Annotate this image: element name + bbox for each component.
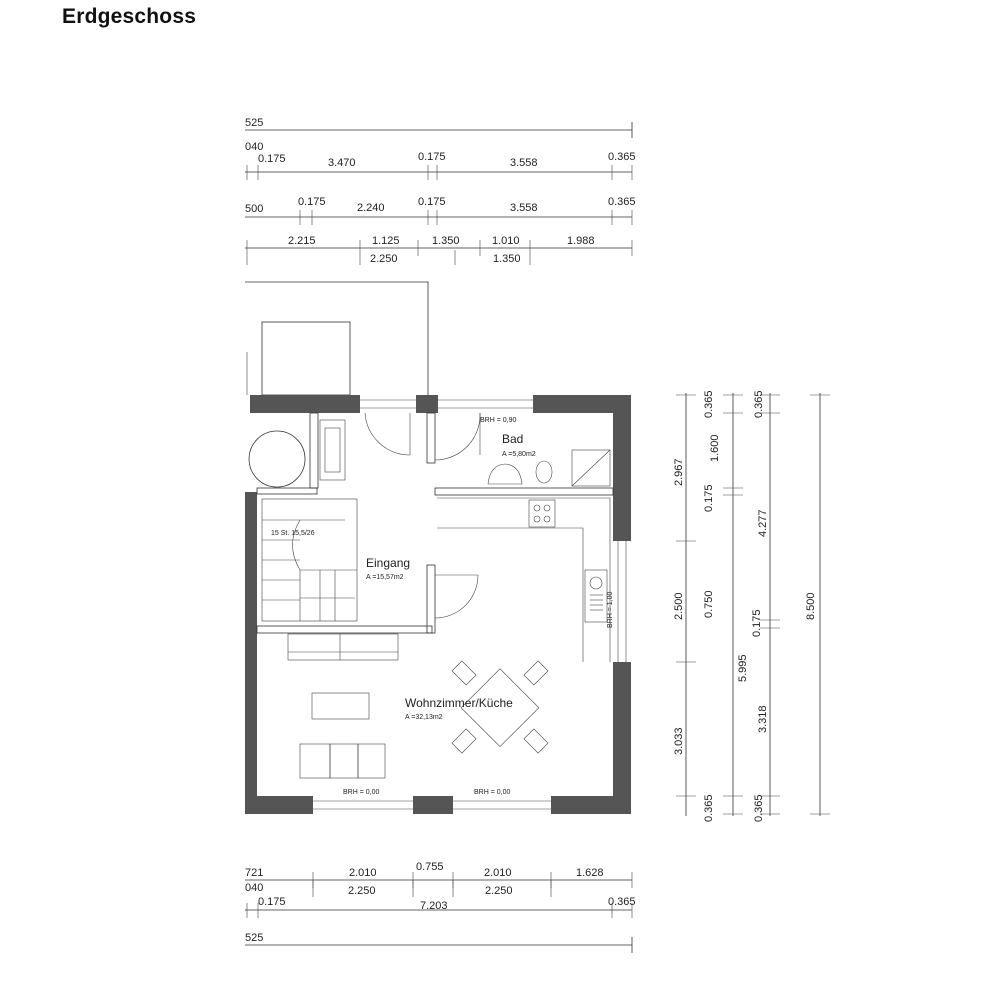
dim-bottom-3-a: 0.175 [258, 896, 286, 908]
dim-bottom-3-c: 0.365 [608, 896, 636, 908]
dim-right-1-c: 2.500 [673, 592, 685, 620]
dim-right-2-c: 0.175 [703, 484, 715, 512]
dim-right-1-e: 0.365 [703, 794, 715, 822]
sofa [300, 744, 385, 778]
bad-room-area: A =5,80m2 [502, 451, 536, 458]
kitchen-counter [437, 498, 610, 662]
bottom-dimension-chains [245, 861, 636, 953]
dim-bottom-4-a: 525 [245, 932, 264, 944]
wohn-room-name: Wohnzimmer/Küche [405, 696, 513, 710]
dim-top-5-b: 1.350 [493, 253, 521, 265]
bad-room-name: Bad [502, 432, 524, 446]
stair-label: 15 St. 15,5/26 [271, 530, 315, 537]
dim-top-3-e: 3.558 [510, 202, 538, 214]
dim-top-2-d: 0.175 [418, 151, 446, 163]
wardrobe [320, 420, 345, 480]
dim-right-2-f: 0.365 [753, 794, 765, 822]
dim-top-3-d: 0.175 [418, 196, 446, 208]
room-labels [271, 417, 614, 796]
dim-top-3-c: 2.240 [357, 202, 385, 214]
eingang-room-area: A =15,57m2 [366, 574, 404, 581]
dim-top-1-a: 525 [245, 117, 264, 129]
furniture [249, 420, 610, 778]
dim-top-4-c: 1.350 [432, 235, 460, 247]
dim-right-2-b: 1.600 [709, 434, 721, 462]
brh-left-label: BRH = 0,00 [343, 789, 380, 796]
dim-bottom-1-e: 1.628 [576, 867, 604, 879]
bad-brh-label: BRH = 0,90 [480, 417, 517, 424]
dim-top-5-a: 2.250 [370, 253, 398, 265]
dim-top-3-b: 0.175 [298, 196, 326, 208]
dim-bottom-3-b: 7.203 [420, 900, 448, 912]
dim-right-2-e: 5.995 [737, 654, 749, 682]
dim-top-2-e: 3.558 [510, 157, 538, 169]
staircase [262, 499, 357, 621]
dim-bottom-2-c: 2.250 [485, 885, 513, 897]
windows [313, 400, 626, 809]
right-dimension-chains [673, 390, 830, 822]
brh-right-label: BRH = 0,00 [474, 789, 511, 796]
dim-right-3-b: 0.175 [751, 609, 763, 637]
dim-right-3-c: 3.318 [757, 705, 769, 733]
top-dimension-chains [245, 117, 636, 265]
dim-right-1-b: 2.967 [673, 458, 685, 486]
dim-right-2-a: 0.365 [753, 390, 765, 418]
dim-bottom-2-b: 2.250 [348, 885, 376, 897]
dim-top-4-d: 1.010 [492, 235, 520, 247]
dim-bottom-1-b: 2.010 [349, 867, 377, 879]
dim-top-3-a: 500 [245, 203, 264, 215]
wohn-room-area: A =32,13m2 [405, 714, 443, 721]
eingang-room-name: Eingang [366, 556, 411, 570]
doors [365, 413, 480, 618]
dim-top-2-c: 3.470 [328, 157, 356, 169]
dim-right-1-a: 0.365 [703, 390, 715, 418]
kitchen-brh-label: BRH = 1,00 [607, 591, 614, 628]
sideboard [288, 634, 398, 660]
coffee-table [312, 693, 369, 719]
dim-right-2-d: 0.750 [703, 590, 715, 618]
dim-top-4-b: 1.125 [372, 235, 400, 247]
round-table [249, 431, 305, 487]
walls [245, 395, 631, 814]
dim-bottom-1-d: 2.010 [484, 867, 512, 879]
dim-right-1-d: 3.033 [673, 727, 685, 755]
dim-top-4-e: 1.988 [567, 235, 595, 247]
dim-bottom-2-a: 040 [245, 882, 264, 894]
dim-top-4-a: 2.215 [288, 235, 316, 247]
dim-top-3-f: 0.365 [608, 196, 636, 208]
dim-top-2-a: 040 [245, 141, 264, 153]
dim-bottom-1-c: 0.755 [416, 861, 444, 873]
terrace-area [245, 282, 428, 395]
dim-right-4-a: 8.500 [805, 592, 817, 620]
dim-top-2-b: 0.175 [258, 153, 286, 165]
dim-right-3-a: 4.277 [757, 509, 769, 537]
dim-top-2-f: 0.365 [608, 151, 636, 163]
dim-bottom-1-a: 721 [245, 867, 264, 879]
page-title: Erdgeschoss [62, 5, 197, 28]
